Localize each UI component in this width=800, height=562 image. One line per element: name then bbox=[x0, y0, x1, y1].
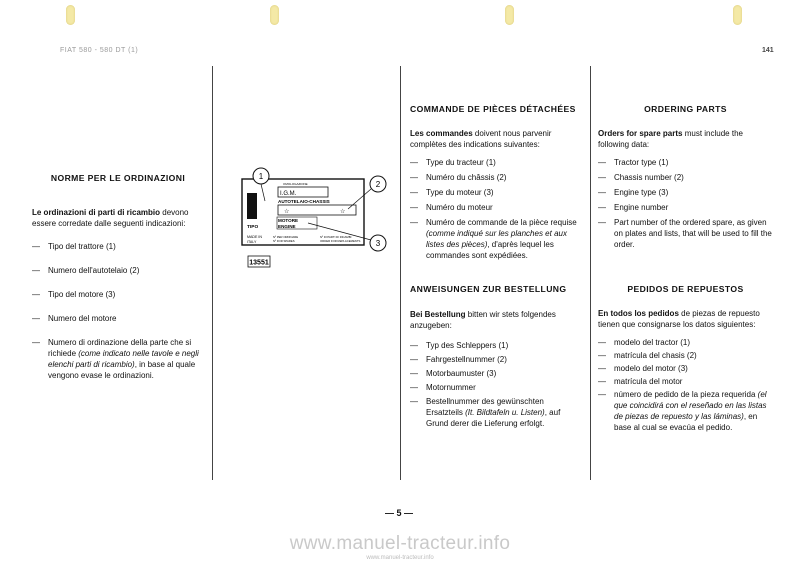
page-code: 141 bbox=[762, 47, 774, 54]
list-item: — Tractor type (1) bbox=[598, 157, 773, 168]
list-item: — Numéro du moteur bbox=[410, 202, 582, 213]
spanish-list bbox=[598, 337, 773, 433]
column-divider bbox=[590, 66, 591, 480]
list-item: — Numero dell'autotelaio (2) bbox=[32, 265, 204, 276]
list-item-text: , d'après lequel les commandes sont expédiées. bbox=[426, 240, 554, 260]
plate-small-text: Nº FOR SPARES bbox=[273, 239, 295, 243]
french-heading: COMMANDE DE PIÈCES DÉTACHÉES bbox=[410, 104, 576, 114]
plate-engine: ENGINE bbox=[278, 224, 296, 229]
plate-made-in: MADE IN bbox=[247, 235, 262, 239]
german-heading: ANWEISUNGEN ZUR BESTELLUNG bbox=[410, 284, 567, 294]
list-item-text: Bestellnummer des gewünschten Ersatzteils bbox=[426, 397, 544, 417]
callout-3-label: 3 bbox=[375, 239, 381, 248]
english-intro bbox=[598, 128, 773, 150]
star-icon: ☆ bbox=[284, 208, 290, 215]
list-item: — Fahrgestellnummer (2) bbox=[410, 354, 582, 365]
fiat-logo bbox=[247, 193, 257, 219]
plate-autotelaio: AUTOTELAIO-CHASSIS bbox=[278, 199, 330, 204]
list-item: — matrícula del chasis (2) bbox=[598, 350, 773, 361]
list-item bbox=[410, 217, 582, 261]
plate-small-text: ORDER FOR REPLACEMENTS bbox=[320, 239, 361, 243]
list-item bbox=[598, 217, 773, 250]
plate-small-text: Nº DI PARTI DI RICAMBI bbox=[320, 235, 352, 239]
list-item-italic: (comme indiqué sur les planches et aux listes des pièces) bbox=[426, 229, 567, 249]
italian-intro-text: devono essere corredate dalle seguenti indicazioni: bbox=[32, 208, 189, 228]
list-item: — Tipo del motore (3) bbox=[32, 289, 204, 300]
list-item: — Tipo del trattore (1) bbox=[32, 241, 204, 252]
column-divider bbox=[212, 66, 213, 480]
list-item-italic: (It. Bildtafeln u. Listen) bbox=[465, 408, 545, 417]
list-item-text: número de pedido de la pieza requerida bbox=[614, 390, 758, 399]
french-intro-text: doivent nous parvenir complètes des indications suivantes: bbox=[410, 129, 552, 149]
german-section bbox=[410, 284, 582, 429]
list-item bbox=[32, 337, 204, 381]
german-list bbox=[410, 340, 582, 429]
list-item bbox=[410, 396, 582, 429]
binder-hole bbox=[66, 5, 75, 25]
list-item-text: Numero di ordinazione della parte che si richiede bbox=[48, 338, 192, 358]
english-intro-bold: Orders for spare parts bbox=[598, 129, 683, 138]
list-item-text: Numéro de commande de la pièce requise bbox=[426, 218, 577, 227]
list-item: — Motornummer bbox=[410, 382, 582, 393]
list-item: — Numero del motore bbox=[32, 313, 204, 324]
german-intro-bold: Bei Bestellung bbox=[410, 310, 466, 319]
list-item: — Numéro du châssis (2) bbox=[410, 172, 582, 183]
watermark: www.manuel-tracteur.info bbox=[289, 533, 511, 554]
list-item-italic: (come indicato nelle tavole e negli elenchi parti di ricambio) bbox=[48, 349, 199, 369]
list-item: — Type du moteur (3) bbox=[410, 187, 582, 198]
binder-hole bbox=[733, 5, 742, 25]
english-list bbox=[598, 157, 773, 250]
plate-small-text: Nº PER ORDINARE bbox=[273, 235, 299, 239]
italian-section bbox=[32, 173, 204, 381]
list-item: — Motorbaumuster (3) bbox=[410, 368, 582, 379]
list-item: — Engine type (3) bbox=[598, 187, 773, 198]
list-item-text: , en base al cual se evacúa el pedido. bbox=[614, 412, 758, 432]
star-icon: ☆ bbox=[340, 208, 346, 215]
column-divider bbox=[400, 66, 401, 480]
list-item bbox=[598, 389, 773, 433]
spanish-section bbox=[598, 284, 773, 433]
binder-hole bbox=[505, 5, 514, 25]
list-item: — Engine number bbox=[598, 202, 773, 213]
plate-igm: I.G.M. bbox=[280, 191, 297, 197]
list-item-text: , in base al quale vengono evase le ordinazioni. bbox=[48, 360, 196, 380]
list-item: — matrícula del motor bbox=[598, 376, 773, 387]
list-item: — modelo del motor (3) bbox=[598, 363, 773, 374]
ref-number: 13551 bbox=[249, 259, 269, 267]
callout-1-label: 1 bbox=[258, 172, 264, 181]
list-item: — Chassis number (2) bbox=[598, 172, 773, 183]
binder-hole bbox=[270, 5, 279, 25]
plate-motore: MOTORE bbox=[278, 218, 299, 223]
french-section bbox=[410, 104, 582, 261]
watermark-small: www.manuel-tracteur.info bbox=[366, 555, 434, 561]
english-section bbox=[598, 104, 773, 250]
spanish-intro-text: de piezas de repuesto tienen que consignarse los datos siguientes: bbox=[598, 309, 760, 329]
plate-tipo: TIPO bbox=[247, 225, 259, 230]
page-number: — 5 — bbox=[385, 508, 414, 518]
list-item-text: , auf Grund derer die Lieferung erfolgt. bbox=[426, 408, 561, 428]
identification-plate-figure bbox=[238, 165, 398, 270]
italian-intro-bold: Le ordinazioni di parti di ricambio bbox=[32, 208, 161, 217]
german-intro bbox=[410, 309, 582, 331]
list-item-italic: (el que coincidirá con el reseñado en las listas de piezas de repuesto y las láminas) bbox=[614, 390, 767, 421]
italian-heading: NORME PER LE ORDINAZIONI bbox=[50, 173, 186, 183]
french-intro-bold: Les commandes bbox=[410, 129, 473, 138]
spanish-heading: PEDIDOS DE REPUESTOS bbox=[627, 284, 744, 294]
list-item-text: Part number of the ordered spare, as given on plates and lists, that will be used to fill the order. bbox=[614, 218, 772, 249]
english-heading: ORDERING PARTS bbox=[644, 104, 727, 114]
italian-intro bbox=[32, 207, 204, 229]
manual-title: FIAT 580 - 580 DT (1) bbox=[60, 47, 139, 54]
german-intro-text: bitten wir stets folgendes anzugeben: bbox=[410, 310, 556, 330]
spanish-intro-bold: En todos los pedidos bbox=[598, 309, 679, 318]
list-item: — modelo del tractor (1) bbox=[598, 337, 773, 348]
french-list bbox=[410, 157, 582, 261]
plate-omologazione: OMOLOGAZIONE bbox=[283, 182, 308, 186]
callout-2-label: 2 bbox=[375, 180, 381, 189]
spanish-intro bbox=[598, 308, 773, 330]
plate-italy: ITALY bbox=[247, 240, 257, 244]
italian-list bbox=[32, 241, 204, 381]
french-intro bbox=[410, 128, 582, 150]
english-intro-text: must include the following data: bbox=[598, 129, 743, 149]
list-item: — Typ des Schleppers (1) bbox=[410, 340, 582, 351]
list-item: — Type du tracteur (1) bbox=[410, 157, 582, 168]
fiat-logo-text: FIAT bbox=[260, 199, 266, 213]
